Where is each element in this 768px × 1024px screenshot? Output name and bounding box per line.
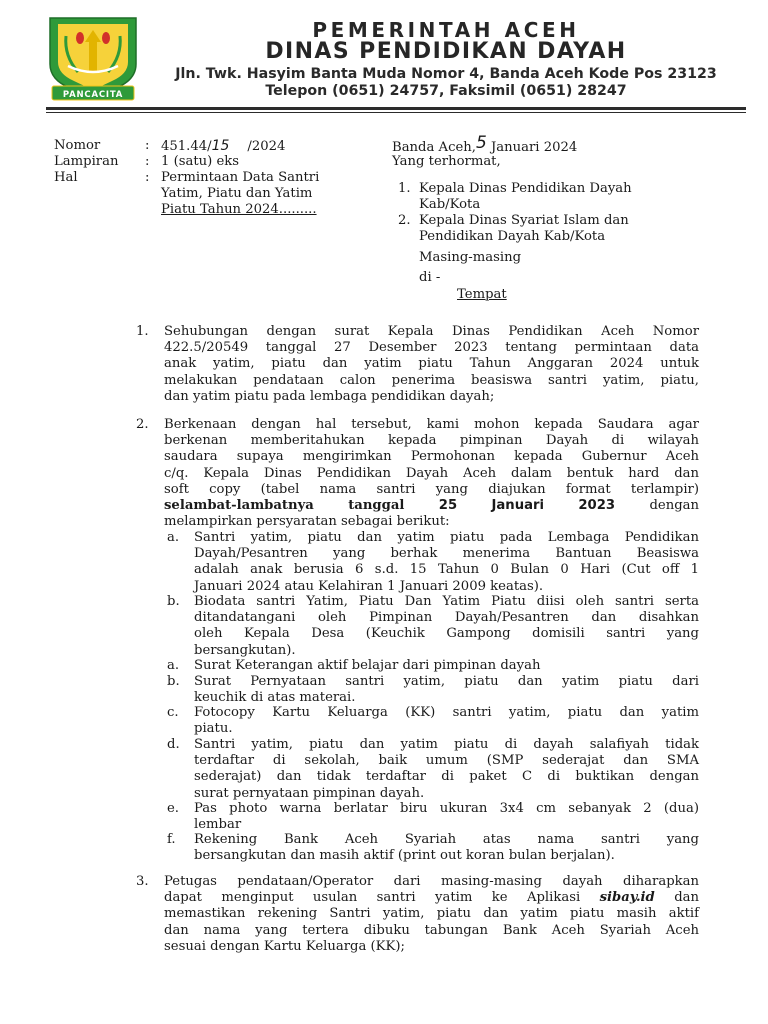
recipient-2-num: 2. [398, 213, 411, 228]
letterhead-rule-thick [46, 107, 746, 110]
requirement-item: Biodata santri Yatim, Piatu Dan Yatim Piatu diisi oleh santri serta ditandatangani oleh Pimpinan Dayah/Pesantren dan disahkan oleh Kepala Desa (Keuchik Gampong domisili santri yang bersangkutan). [194, 594, 699, 658]
nomor-colon: : [145, 138, 150, 153]
paragraph-2-line: c/q. Kepala Dinas Pendidikan Dayah Aceh dalam bentuk hard dan [164, 465, 699, 481]
paragraph-2-line: berkenan memberitahukan kepada pimpinan Dayah di wilayah [164, 433, 699, 449]
paragraph-1-line: anak yatim, piatu dan yatim piatu Tahun Anggaran 2024 untuk [164, 356, 699, 372]
letter-date: Banda Aceh,5 Januari 2024 [392, 133, 578, 155]
recipient-2-line-2: Pendidikan Dayah Kab/Kota [419, 229, 606, 244]
hal-colon: : [145, 170, 150, 185]
hal-line-3: Piatu Tahun 2024......... [161, 202, 317, 217]
nomor-label: Nomor [54, 138, 101, 153]
recipient-1-line-2: Kab/Kota [419, 197, 481, 212]
paragraph-2-line: soft copy (tabel nama santri yang diajukan format terlampir) [164, 481, 699, 497]
di-label: di - [419, 270, 441, 285]
letterhead-government: PEMERINTAH ACEH [312, 18, 580, 42]
requirement-label: c. [167, 705, 179, 720]
masing-masing: Masing-masing [419, 250, 522, 265]
lampiran-colon: : [145, 154, 150, 169]
paragraph-2-line: saudara supaya mengirimkan Permohonan kepada Gubernur Aceh [164, 449, 699, 465]
letterhead-address: Jln. Twk. Hasyim Banta Muda Nomor 4, Banda Aceh Kode Pos 23123 [175, 66, 717, 82]
paragraph-2-number: 2. [136, 417, 149, 432]
requirement-label: a. [167, 530, 180, 545]
paragraph-2-line: melampirkan persyaratan sebagai berikut: [164, 514, 450, 530]
deadline-line: selambat-lambatnya tanggal 25 Januari 2023 dengan [164, 498, 699, 514]
nomor-value: 451.44/15 /2024 [161, 138, 286, 154]
paragraph-1-number: 1. [136, 324, 149, 339]
nomor-handwritten: 15 [211, 138, 230, 154]
requirement-item: Surat Keterangan aktif belajar dari pimpinan dayah [194, 658, 541, 673]
requirement-item: Rekening Bank Aceh Syariah atas nama santri yang bersangkutan dan masih aktif (print out koran bulan berjalan). [194, 832, 699, 864]
hal-line-1: Permintaan Data Santri [161, 170, 320, 185]
paragraph-1 [164, 324, 699, 405]
app-name-sibay: sibay.id [599, 890, 655, 906]
requirement-label: f. [167, 832, 176, 847]
paragraph-3: Petugas pendataan/Operator dari masing-masing dayah diharapkan dapat menginput usulan santri yatim ke Aplikasi sibay.id dan memastikan rekening Santri yatim, piatu dan yatim piatu masih aktif dan nama yang tertera dibuku tabungan Bank Aceh Syariah Aceh sesuai dengan Kartu Keluarga (KK); [164, 874, 699, 954]
letterhead-phone: Telepon (0651) 24757, Faksimil (0651) 28247 [265, 83, 627, 99]
paragraph-2-line: Berkenaan dengan hal tersebut, kami mohon kepada Saudara agar [164, 417, 699, 432]
salutation: Yang terhormat, [392, 154, 501, 169]
svg-text:PANCACITA: PANCACITA [62, 90, 124, 100]
requirement-item: Surat Pernyataan santri yatim, piatu dan yatim piatu dari keuchik di atas materai. [194, 674, 699, 706]
requirement-label: e. [167, 801, 179, 816]
paragraph-1-line: melakukan pendataan calon penerima beasiswa santri yatim, piatu, [164, 372, 699, 388]
requirement-label: b. [167, 594, 180, 609]
requirement-label: d. [167, 737, 180, 752]
recipient-2-line-1: Kepala Dinas Syariat Islam dan [419, 213, 629, 228]
requirement-item: Santri yatim, piatu dan yatim piatu pada Lembaga Pendidikan Dayah/Pesantren yang berhak menerima Bantuan Beasiswa adalah anak berusia 6 s.d. 15 Tahun 0 Bulan 0 Hari (Cut off 1 Januari 2024 atau Kelahiran 1 Januari 2009 keatas). [194, 530, 699, 594]
paragraph-1-line: Sehubungan dengan surat Kepala Dinas Pendidikan Aceh Nomor [164, 324, 699, 339]
paragraph-3-number: 3. [136, 874, 149, 889]
tempat-label: Tempat [457, 287, 507, 302]
lampiran-label: Lampiran [54, 154, 119, 169]
recipient-1-line-1: Kepala Dinas Pendidikan Dayah [419, 181, 632, 196]
paragraph-2 [164, 417, 699, 530]
requirement-item: Fotocopy Kartu Keluarga (KK) santri yatim, piatu dan yatim piatu. [194, 705, 699, 737]
recipient-1-num: 1. [398, 181, 411, 196]
paragraph-1-line: 422.5/20549 tanggal 27 Desember 2023 tentang permintaan data [164, 340, 699, 356]
pancacita-logo [46, 16, 140, 102]
letterhead-agency: DINAS PENDIDIKAN DAYAH [265, 39, 627, 64]
requirement-label: b. [167, 674, 180, 689]
lampiran-value: 1 (satu) eks [161, 154, 240, 169]
date-handwritten: 5 [475, 133, 487, 153]
requirement-item: Santri yatim, piatu dan yatim piatu di dayah salafiyah tidak terdaftar di sekolah, baik umum (SMP sederajat dan SMA sederajat) dan tidak terdaftar di paket C di buktikan dengan surat pernyataan pimpinan dayah. [194, 737, 699, 801]
paragraph-1-line: dan yatim piatu pada lembaga pendidikan dayah; [164, 388, 495, 404]
hal-label: Hal [54, 170, 78, 185]
requirement-label: a. [167, 658, 180, 673]
letterhead-rule-thin [46, 112, 746, 113]
requirement-item: Pas photo warna berlatar biru ukuran 3x4 cm sebanyak 2 (dua) lembar [194, 801, 699, 833]
hal-line-2: Yatim, Piatu dan Yatim [161, 186, 313, 201]
